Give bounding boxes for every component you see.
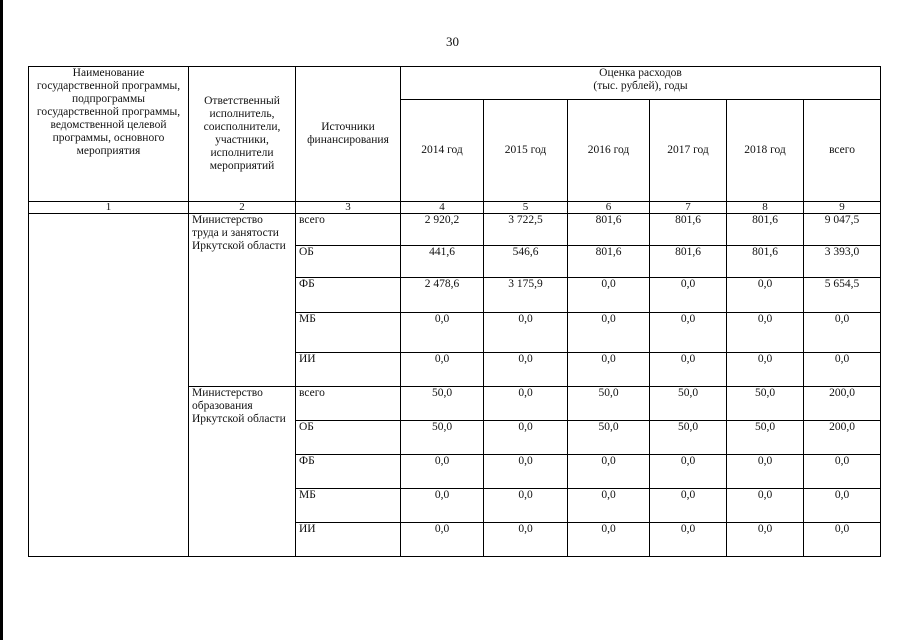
header-year-2014: 2014 год: [401, 100, 484, 202]
column-number: 1: [29, 202, 189, 214]
value-cell: 50,0: [401, 421, 484, 455]
value-cell: 801,6: [568, 246, 650, 278]
value-cell: 0,0: [484, 455, 568, 489]
header-year-2017: 2017 год: [650, 100, 727, 202]
column-number: 9: [804, 202, 881, 214]
value-cell: 0,0: [650, 489, 727, 523]
column-number: 2: [189, 202, 296, 214]
header-responsible: Ответственный исполнитель, соисполнители, участники, исполнители мероприятий: [189, 67, 296, 202]
header-year-2016: 2016 год: [568, 100, 650, 202]
header-expense-estimate: [401, 67, 881, 100]
value-cell: 0,0: [401, 489, 484, 523]
column-number: 5: [484, 202, 568, 214]
column-number: 7: [650, 202, 727, 214]
value-cell: 0,0: [804, 489, 881, 523]
column-number: 4: [401, 202, 484, 214]
value-cell: 0,0: [650, 523, 727, 557]
value-cell: 0,0: [484, 353, 568, 387]
column-number: 6: [568, 202, 650, 214]
header-year-2015: 2015 год: [484, 100, 568, 202]
header-program-name: Наименование государственной программы, подпрограммы государственной программы, ведомственной целевой программы, основного мероприятия: [29, 67, 189, 202]
funding-source: всего: [296, 387, 401, 421]
scan-edge-bar: [0, 0, 3, 640]
value-cell: 200,0: [804, 387, 881, 421]
funding-source: ОБ: [296, 421, 401, 455]
value-cell: 0,0: [804, 353, 881, 387]
value-cell: 801,6: [650, 214, 727, 246]
header-total: всего: [804, 100, 881, 202]
funding-source: ФБ: [296, 278, 401, 313]
value-cell: 0,0: [650, 353, 727, 387]
header-year-2018: 2018 год: [727, 100, 804, 202]
responsible-executor: Министерство образования Иркутской области: [189, 387, 296, 557]
value-cell: 0,0: [401, 353, 484, 387]
value-cell: 441,6: [401, 246, 484, 278]
value-cell: 0,0: [401, 313, 484, 353]
value-cell: 0,0: [727, 455, 804, 489]
funding-source: ИИ: [296, 523, 401, 557]
value-cell: 0,0: [484, 313, 568, 353]
value-cell: 2 920,2: [401, 214, 484, 246]
value-cell: 3 393,0: [804, 246, 881, 278]
value-cell: 5 654,5: [804, 278, 881, 313]
value-cell: 0,0: [568, 313, 650, 353]
value-cell: 0,0: [727, 353, 804, 387]
column-number: 3: [296, 202, 401, 214]
value-cell: 50,0: [650, 387, 727, 421]
funding-source: МБ: [296, 313, 401, 353]
value-cell: 0,0: [568, 489, 650, 523]
funding-source: МБ: [296, 489, 401, 523]
value-cell: 3 175,9: [484, 278, 568, 313]
funding-source: ФБ: [296, 455, 401, 489]
value-cell: 0,0: [727, 278, 804, 313]
value-cell: 0,0: [484, 421, 568, 455]
value-cell: 0,0: [401, 455, 484, 489]
header-estimate-line1: Оценка расходов: [599, 67, 682, 79]
column-number-row: [29, 202, 881, 214]
value-cell: 0,0: [568, 523, 650, 557]
value-cell: 0,0: [568, 455, 650, 489]
value-cell: 0,0: [804, 313, 881, 353]
value-cell: 50,0: [568, 387, 650, 421]
value-cell: 0,0: [650, 278, 727, 313]
value-cell: 0,0: [568, 278, 650, 313]
value-cell: 0,0: [804, 455, 881, 489]
program-name-cell: [29, 214, 189, 557]
value-cell: 801,6: [727, 214, 804, 246]
responsible-executor: Министерство труда и занятости Иркутской области: [189, 214, 296, 387]
funding-source: ОБ: [296, 246, 401, 278]
value-cell: 50,0: [727, 421, 804, 455]
value-cell: 0,0: [727, 313, 804, 353]
table-row: [29, 214, 881, 246]
value-cell: 801,6: [568, 214, 650, 246]
value-cell: 0,0: [484, 523, 568, 557]
value-cell: 50,0: [401, 387, 484, 421]
value-cell: 0,0: [727, 489, 804, 523]
header-funding-sources: Источники финансирования: [296, 67, 401, 202]
value-cell: 0,0: [484, 489, 568, 523]
value-cell: 0,0: [568, 353, 650, 387]
value-cell: 546,6: [484, 246, 568, 278]
value-cell: 801,6: [727, 246, 804, 278]
value-cell: 0,0: [484, 387, 568, 421]
value-cell: 50,0: [650, 421, 727, 455]
header-estimate-line2: (тыс. рублей), годы: [593, 80, 688, 92]
value-cell: 9 047,5: [804, 214, 881, 246]
value-cell: 3 722,5: [484, 214, 568, 246]
funding-source: всего: [296, 214, 401, 246]
value-cell: 0,0: [727, 523, 804, 557]
value-cell: 200,0: [804, 421, 881, 455]
funding-source: ИИ: [296, 353, 401, 387]
value-cell: 0,0: [401, 523, 484, 557]
page-number: 30: [446, 34, 459, 49]
value-cell: 0,0: [650, 313, 727, 353]
value-cell: 50,0: [568, 421, 650, 455]
budget-table: [28, 66, 881, 557]
value-cell: 0,0: [804, 523, 881, 557]
value-cell: 0,0: [650, 455, 727, 489]
value-cell: 801,6: [650, 246, 727, 278]
value-cell: 50,0: [727, 387, 804, 421]
value-cell: 2 478,6: [401, 278, 484, 313]
column-number: 8: [727, 202, 804, 214]
